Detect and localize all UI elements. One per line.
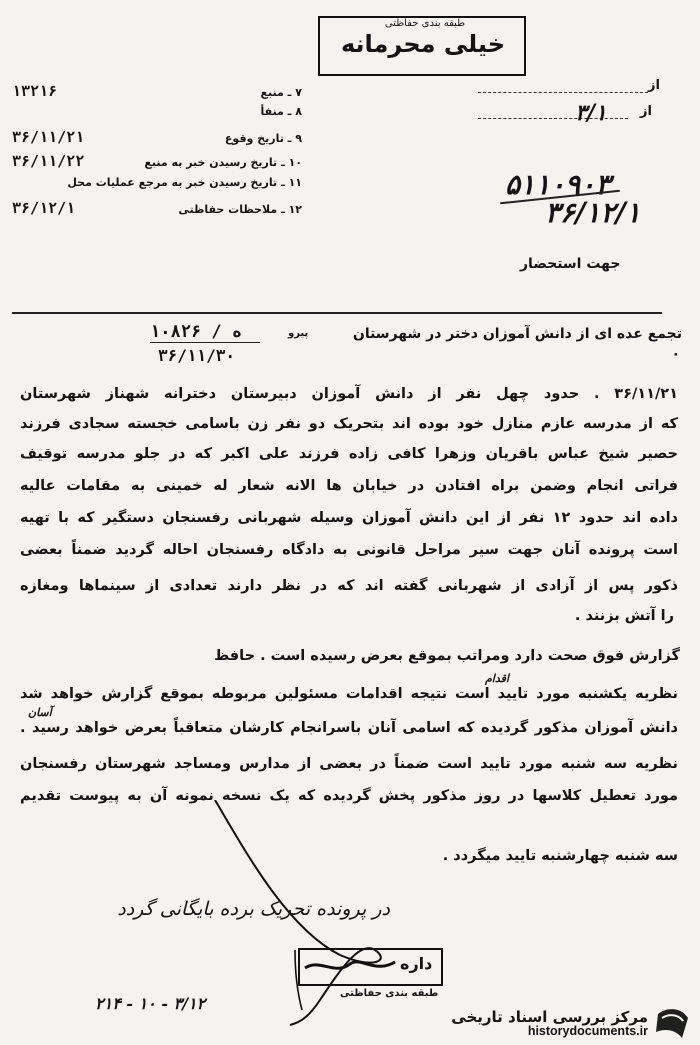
bottom-stamp-caption: طبقه بندی حفاظتی (340, 988, 439, 999)
comment-line-1: گزارش فوق صحت دارد ومراتب بموقع بعرض رسیده است . حافظ (214, 648, 680, 664)
bottom-stamp-label: داره (400, 954, 433, 973)
signature-scribble (300, 950, 400, 984)
comment-line-6: سه شنبه چهارشنبه تایید میگردد . (442, 848, 678, 864)
correction-above-1: اقدام (485, 672, 509, 685)
body-line-7: ذکور پس از آزادی از شهربانی گفته اند که در نظر دارند تعدادی از سینماها ومغازه (20, 578, 678, 594)
comment-line-5: مورد تعطیل کلاسها در روز مذکور پخش گردیده که یک نسخه نمونه آن به پیوست تقدیم (20, 788, 678, 804)
field-label: ۱۰ ـ تاریخ رسیدن خبر به منبع (144, 156, 302, 169)
handwritten-note: در پرونده تحریک برده بایگانی گردد (117, 898, 390, 920)
field-event-date (12, 128, 302, 146)
field-label: ۸ ـ منفأ (260, 105, 302, 118)
field-origin (12, 105, 302, 118)
from-line-1 (478, 92, 648, 93)
body-line-8: را آتش بزنند . (574, 608, 674, 624)
field-source-received-date (12, 152, 302, 170)
body-line-3: حصیر شیخ عباس باقریان وزهرا کافی زاده فرزند علی اکبر که در جلو مدرسه توقیف (20, 446, 678, 462)
field-ops-received-date (12, 176, 302, 189)
reference-underline (150, 342, 260, 343)
field-label: ۹ ـ تاریخ وقوع (224, 132, 302, 145)
subject-dot: ۰ (671, 346, 680, 362)
body-line-1: ۳۶/۱۱/۲۱ . حدود چهل نفر از دانش آموزان دبیرستان دخترانه شهناز شهرستان (20, 386, 678, 402)
document-number: ۵۱۱۰۹۰۳ (505, 168, 611, 201)
body-line-2: که از مدرسه عازم منازل خود بوده اند بتحریک دو نفر زن باسامی خجسته سجادی فرزند (20, 416, 678, 432)
comment-line-2: نظریه یکشنبه مورد تایید است نتیجه اقدامات مسئولین مربوطه بموقع گزارش خواهد شد (20, 686, 678, 702)
archive-logo-icon (652, 1004, 692, 1042)
field-value: ۳۶/۱۲/۱ (12, 199, 76, 217)
field-label: ۷ ـ منبع (260, 86, 302, 99)
field-value: ۳۶/۱۱/۲۲ (12, 152, 85, 170)
body-line-5: داده اند حدود ۱۲ نفر از این دانش آموزان وسیله شهربانی رفسنجان دستگیر که با تهیه (20, 510, 678, 526)
comment-line-4: نظریه سه شنبه مورد تایید است ضمناً در بعضی از مدارس ومساجد شهرستان رفسنجان (20, 756, 678, 772)
reference-caption: پیرو (288, 328, 309, 339)
body-line-4: فراتی انجام وضمن براه افتادن در خیابان ها الانه شعار له خمینی به مقامات عالیه (20, 478, 678, 494)
from-label-2: از (640, 104, 652, 119)
body-line-6: است پرونده آنان جهت سیر مراحل قانونی به دادگاه رفسنجان احاله گردید ضمناً بعضی (20, 542, 678, 558)
from-label-1: از (648, 78, 660, 93)
archive-logo-title: مرکز بررسی اسناد تاریخی (451, 1008, 648, 1026)
field-label: ۱۲ ـ ملاحظات حفاظتی (178, 203, 302, 216)
correction-above-2: آسان (28, 706, 52, 719)
bottom-archive-number: ۲۱۴ - ۱۰ - ۳/۱۲ (95, 994, 206, 1013)
field-value: ۳۶/۱۱/۲۱ (12, 128, 85, 146)
reference-date: ۳۶/۱۱/۳۰ (158, 346, 236, 365)
from-value-2: ۳/۱ (575, 100, 607, 126)
classification-label: خیلی محرمانه (340, 30, 506, 58)
field-source (12, 82, 302, 100)
reference-number: ه / ۱۰۸۲۶ (150, 322, 243, 342)
subject-line: تجمع عده ای از دانش آموزان دختر در شهرستان (352, 326, 682, 342)
field-value: ۱۳۲۱۶ (12, 82, 58, 100)
document-date: ۳۶/۱۲/۱ (545, 196, 641, 229)
field-label: ۱۱ ـ تاریخ رسیدن خبر به مرجع عملیات محل (67, 176, 302, 189)
archive-logo-url: historydocuments.ir (527, 1024, 648, 1038)
comment-line-3: دانش آموزان مذکور گردیده که اسامی آنان باسرانجام کارشان متعاقباً بعرض خواهد رسید . (20, 720, 678, 736)
classification-caption: طبقه بندی حفاظتی (384, 18, 466, 29)
purpose-label: جهت استحضار (520, 256, 621, 272)
field-security-notes (12, 199, 302, 217)
header-rule (12, 312, 662, 314)
